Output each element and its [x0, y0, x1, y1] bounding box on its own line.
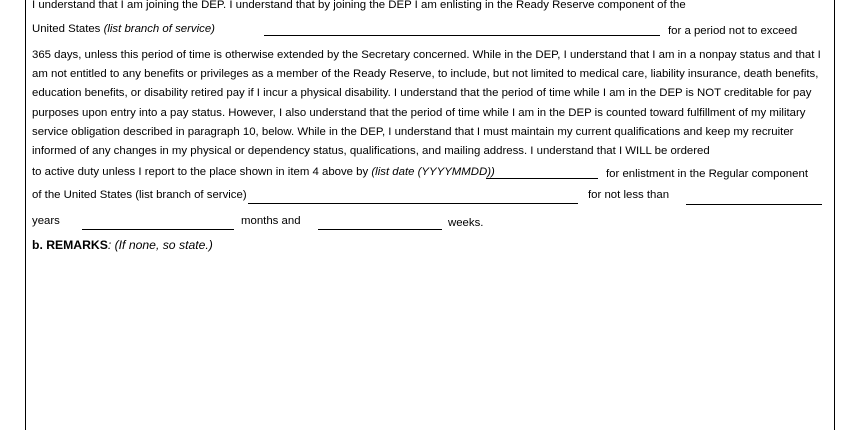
right-border [834, 0, 835, 430]
terms-line: service obligation described in paragraph 10, below. While in the DEP, I understand that I must maintain my current qualifications and keep my recruiter [32, 125, 794, 138]
branch-label-text: United States [32, 23, 104, 35]
weeks-label: weeks. [448, 217, 484, 229]
intro-line: I understand that I am joining the DEP. I understand that by joining the DEP I am enlisting in the Ready Reserve component of the [32, 0, 686, 11]
remarks-heading [32, 238, 213, 252]
terms-line: am not entitled to any benefits or privileges as a member of the Ready Reserve, to include, but not limited to medical care, liability insurance, death benefits, [32, 68, 819, 81]
regular-branch-field[interactable] [248, 203, 578, 204]
left-border [25, 0, 26, 430]
not-less-than-label: for not less than [588, 189, 670, 201]
remarks-hint: : (If none, so state.) [107, 238, 213, 252]
terms-line: 365 days, unless this period of time is otherwise extended by the Secretary concerned. While in the DEP, I understand that I am in a nonpay status and that I [32, 49, 821, 61]
report-date-hint: (list date (YYYYMMDD)) [371, 166, 495, 178]
period-label: for a period not to exceed [668, 25, 798, 37]
years-label: years [32, 215, 60, 227]
months-field[interactable] [318, 229, 442, 230]
remarks-field[interactable] [30, 256, 830, 426]
dep-terms-paragraph [32, 46, 822, 161]
branch-label [32, 22, 215, 36]
duration-field[interactable] [686, 204, 822, 205]
remarks-label: b. REMARKS [32, 238, 108, 252]
terms-line: purposes upon entry into a pay status. However, I also understand that the period of time while I am in the DEP is counted toward fulfillment of my military [32, 106, 806, 119]
report-date-text: to active duty unless I report to the place shown in item 4 above by [32, 166, 372, 178]
months-label: months and [241, 215, 301, 227]
years-field[interactable] [82, 229, 234, 230]
reserve-branch-field[interactable] [264, 35, 660, 36]
terms-line: education benefits, or disability retired pay if I incur a physical disability. I understand that the period of time while I am in the DEP is NOT creditable for pay [32, 87, 812, 100]
branch-label-hint: (list branch of service) [103, 23, 215, 35]
report-date-label [32, 165, 495, 179]
regular-branch-label: of the United States (list branch of service) [32, 189, 247, 201]
regular-component-label: for enlistment in the Regular component [606, 168, 808, 180]
terms-line: informed of any changes in my physical or dependency status, qualifications, and mailing address. I understand that I WILL be ordered [32, 145, 710, 158]
report-date-field[interactable] [486, 178, 598, 179]
